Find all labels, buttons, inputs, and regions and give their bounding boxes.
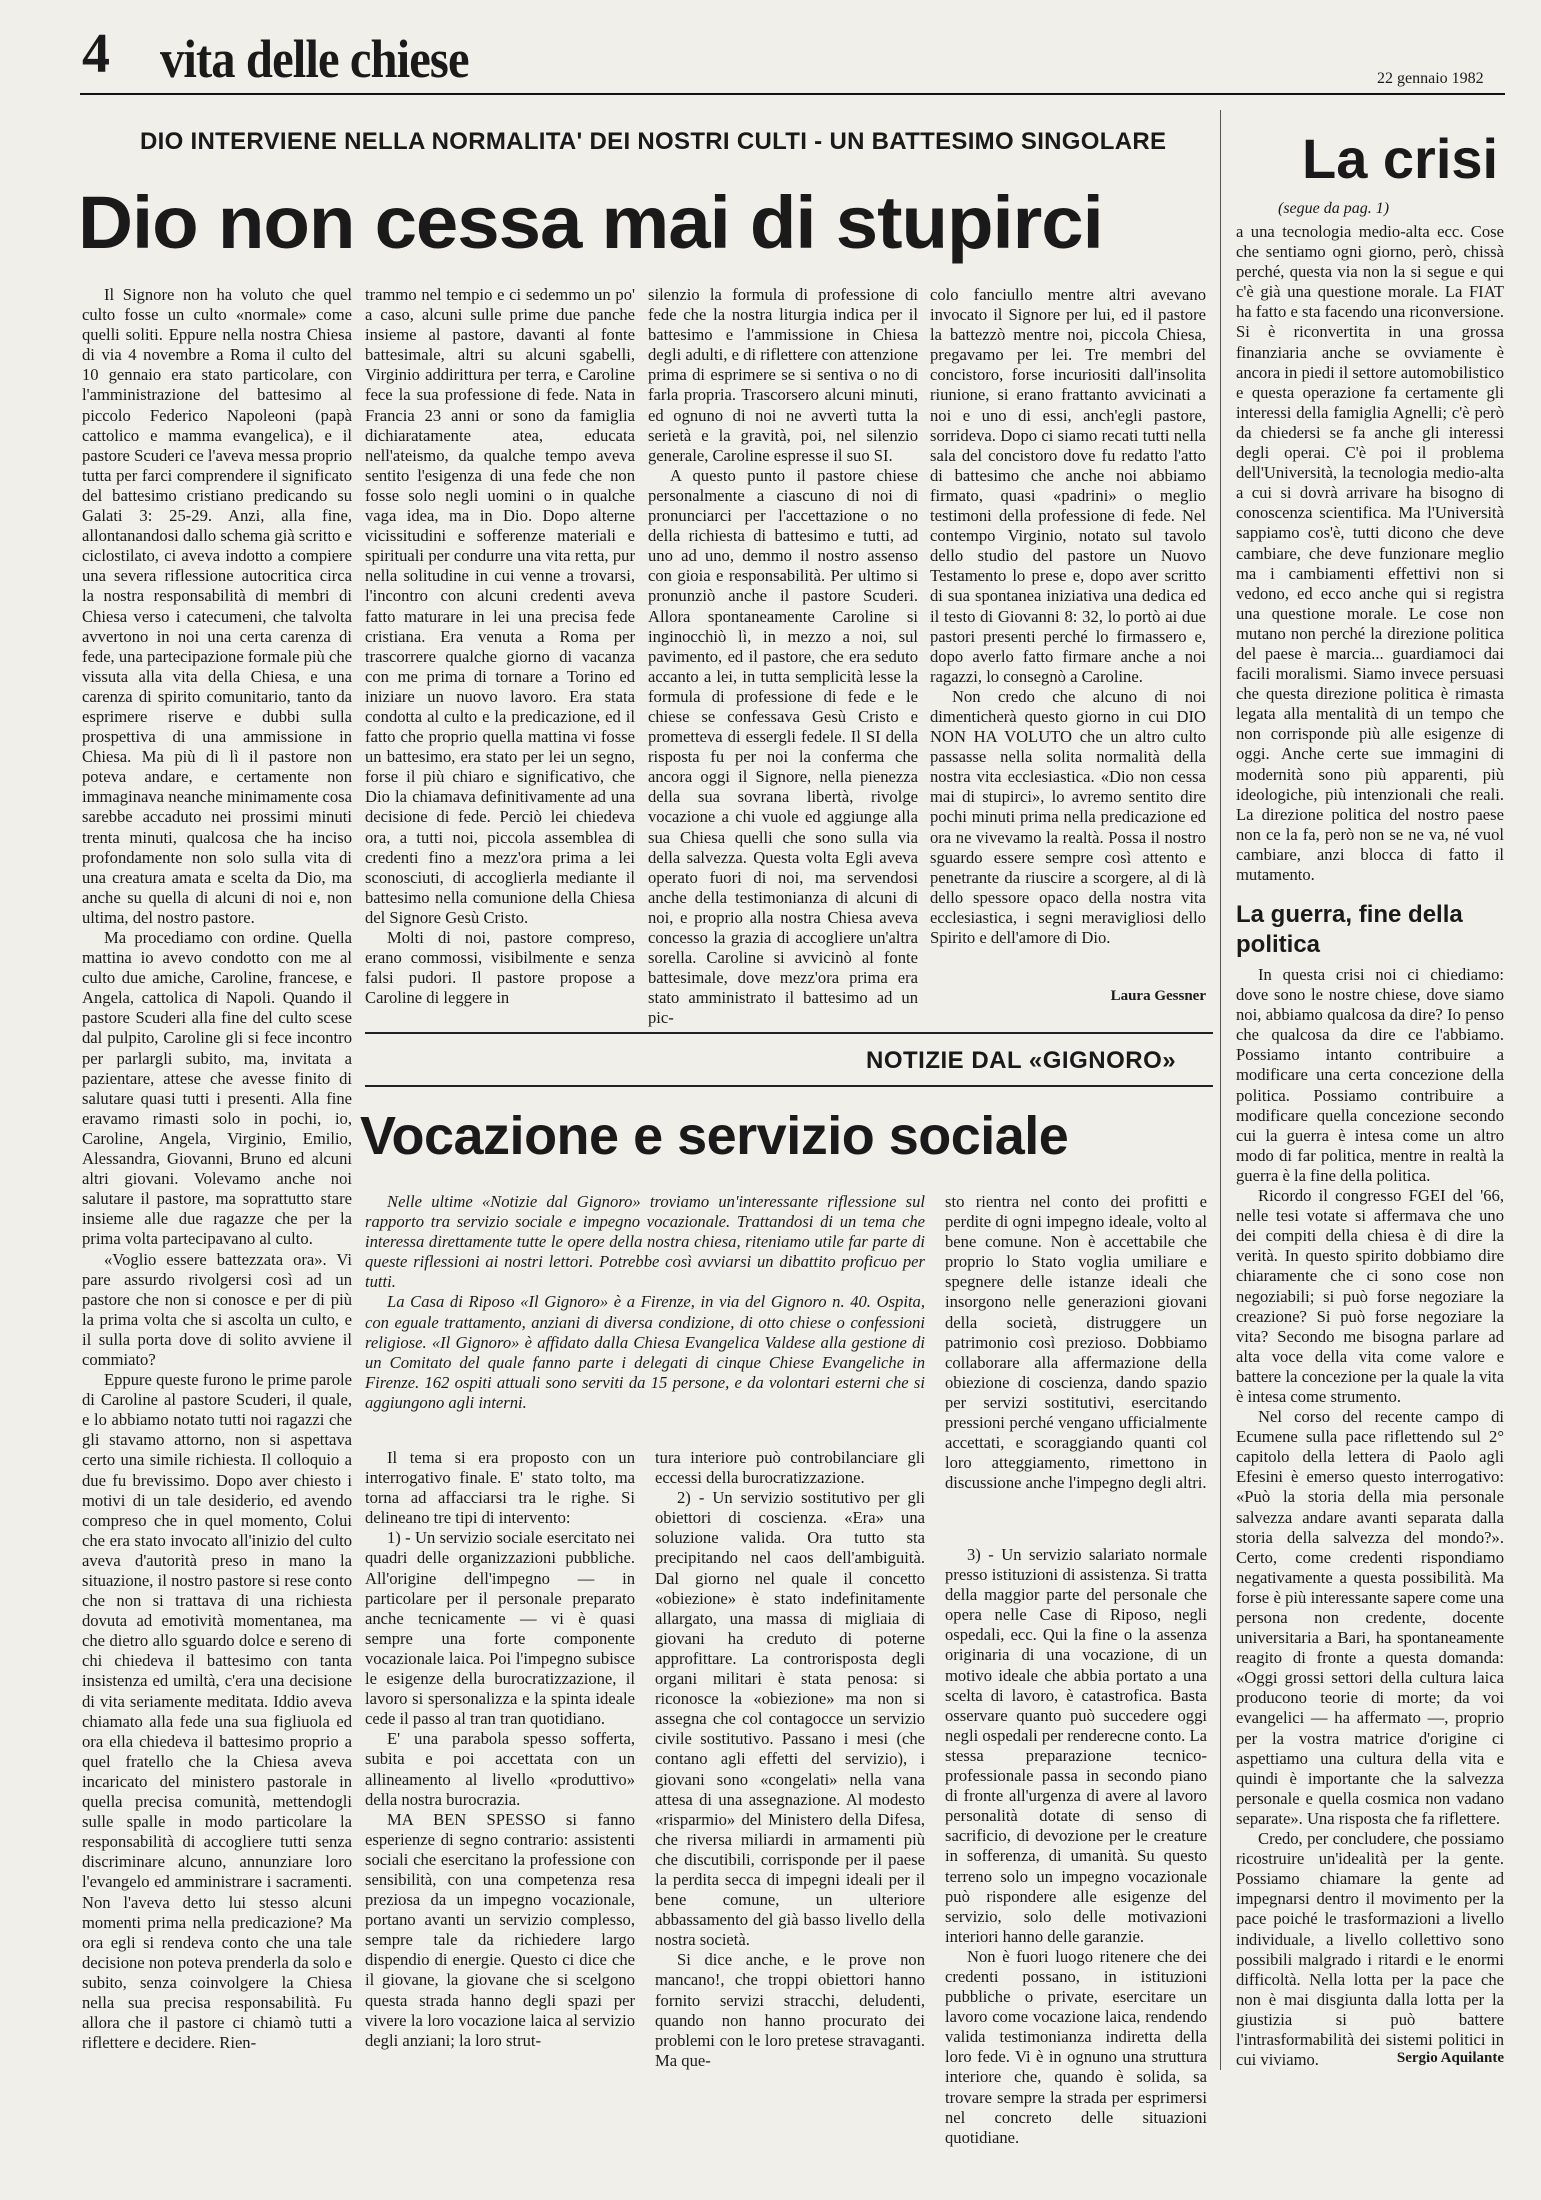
paragraph: Molti di noi, pastore compreso, erano commossi, visibilmente e senza falsi pudori. Il pastore propose a Caroline di leggere in — [365, 928, 635, 1008]
paragraph: Si dice anche, e le prove non mancano!, che troppi obiettori hanno fornito servizi stracchi, deludenti, quando non hanno procurato dei problemi con le loro pretese stravaganti. Ma que- — [655, 1950, 925, 2070]
paragraph: Non credo che alcuno di noi dimenticherà questo giorno in cui DIO NON HA VOLUTO che un altro culto passasse nella solita normalità della nostra vita ecclesiastica. «Dio non cessa mai di stupirci», lo avremo sentito dire pochi minuti prima nella predicazione ed ora ne vivevamo la realtà. Possa il nostro sguardo essere sempre così attento e penetrante da riuscire a scorgere, al di là dello spessore opaco della nostra vita ecclesiastica, i segni meravigliosi dello Spirito e dell'amore di Dio. — [930, 686, 1206, 947]
signature: Laura Gessner — [1110, 988, 1206, 1004]
paragraph: tura interiore può controbilanciare gli eccessi della burocratizzazione. — [655, 1448, 925, 1488]
section-rule — [365, 1032, 1213, 1034]
paragraph: 2) - Un servizio sostitutivo per gli obiettori di coscienza. «Era» una soluzione valida. Ora tutto sta precipitando nel caos dell'ambiguità. Dal giorno nel quale il concetto «obiezione» è stato indefinitamente allargato, una massa di migliaia di giovani ha creduto di poterne approfittare. La controrisposta degli organi militari è stata penosa: si riconosce la «obiezione» ma non si assegna che col contagocce un servizio civile sostitutivo. Passano i mesi (che contano agli effetti del servizio), i giovani sono «congelati» nella vana attesa di una assegnazione. Al modesto «risparmio» del Ministero della Difesa, che riversa miliardi in armamenti più che discutibili, corrisponde per il paese la perdita secca di impegni ideali per il bene comune, un ulteriore abbassamento del già basso livello della nostra società. — [655, 1488, 925, 1950]
vocazione-kicker: NOTIZIE DAL «GIGNORO» — [866, 1047, 1177, 1074]
paragraph: MA BEN SPESSO si fanno esperienze di segno contrario: assistenti sociali che esercitano la professione con sensibilità, con una competenza resa preziosa da un impegno vocazionale, portano avanti un servizio complesso, sempre tale da richiedere largo dispendio di energie. Questo ci dice che il giovane, la giovane che si scelgono questa strada hanno degli spazi per vivere la loro vocazione laica al servizio degli anziani; la loro strut- — [365, 1809, 635, 2050]
vocazione-col-2 — [655, 1448, 925, 2071]
crisi-subhead: La guerra, fine della politica — [1236, 901, 1463, 958]
vocazione-intro — [365, 1192, 925, 1413]
main-col-3 — [648, 285, 918, 1028]
vocazione-title: Vocazione e servizio sociale — [360, 1106, 1069, 1166]
paragraph: 3) - Un servizio salariato normale presso istituzioni di assistenza. Si tratta della maggior parte del personale che opera nelle Case di Riposo, negli ospedali, ecc. Qui la fine o la assenza originaria di una vocazione, di un motivo ideale che abbia portato a una scelta di lavoro, è catastrofica. Basta osservare quanto può succedere oggi negli ospedali per renderecne conto. La stessa preparazione tecnico-professionale passa in secondo piano di fronte all'urgenza di avere al lavoro personalità dotate di senso di sacrificio, di devozione per le creature in sofferenza, di umanità. Su questo terreno solo un impegno vocazionale può rispondere alle esigenze del servizio, solo delle motivazioni interiori hanno delle garanzie. — [945, 1545, 1207, 1946]
vocazione-col-3 — [945, 1545, 1207, 2148]
paragraph: Ricordo il congresso FGEI del '66, nelle tesi votate si affermava che uno dei compiti della chiesa è di dire la verità. In questo spirito dobbiamo dire chiaramente che ci sono cose non negoziabili; si può forse negoziare la creazione? Si può forse negoziare la vita? Secondo me bisogna parlare ad alta voce della vita come valore e battere la concezione per la quale la vita è intesa come strumento. — [1236, 1186, 1504, 1406]
main-kicker: DIO INTERVIENE NELLA NORMALITA' DEI NOSTRI CULTI - UN BATTESIMO SINGOLARE — [140, 128, 1167, 155]
paragraph: Non è fuori luogo ritenere che dei credenti possano, in istituzioni pubbliche o private, esercitare un lavoro come vocazione laica, rendendo valida testimonianza indiretta della loro fede. Vi è in ognuno una struttura interiore che, quando è solida, sa trovare sempre la strada per esprimersi nel concreto delle situazioni quotidiane. — [945, 1946, 1207, 2147]
paragraph: silenzio la formula di professione di fede che la nostra liturgia indica per il battesimo e l'ammissione in Chiesa degli adulti, e di riflettere con attenzione prima di esprimere se si sentiva o no di farla propria. Trascorsero alcuni minuti, ed ognuno di noi ne avvertì tutta la serietà e la gravità, poi, nel silenzio generale, Caroline espresse il suo SI. — [648, 285, 918, 465]
main-col-1 — [82, 285, 352, 2053]
paragraph: «Voglio essere battezzata ora». Vi pare assurdo rivolgersi così ad un pastore che non si conosce e per di più la prima volta che si ascolta un culto, e il sulla porta dove di solito avviene il commiato? — [82, 1249, 352, 1369]
issue-date: 22 gennaio 1982 — [1377, 70, 1484, 87]
masthead-rule — [80, 93, 1505, 95]
paragraph: Il Signore non ha voluto che quel culto fosse un culto «normale» come quelli soliti. Eppure nella nostra Chiesa di via 4 novembre a Roma il culto del 10 gennaio era stato particolare, con l'amministrazione del battesimo al piccolo Federico Napoleoni (papà cattolico e mamma evangelica), e il pastore Scuderi ce l'aveva messa proprio tutta per farci comprendere il significato del battesimo cristiano predicando su Galati 3: 25-29. Anzi, alla fine, allontanandosi dallo schema già scritto e ciclostilato, ci aveva indotto a compiere una severa riflessione autocritica circa la nostra responsabilità di membri di Chiesa verso i catecumeni, che talvolta avvertono in noi una certa carenza di fede, una partecipazione formale più che vissuta alla vita della Chiesa, e una carenza di spirito comunitario, tanto da esprimere riserve e dubbi sulla prospettiva di una ammissione in Chiesa. Ma più di lì il pastore non poteva andare, e certamente non immaginava neanche minimamente cosa sarebbe accaduto nei prossimi minuti trenta minuti, qualcosa che ha inciso profondamente non solo sulla vita di una creatura amata e scelta da Dio, ma anche su quella di alcuni di noi e, non ultima, del nostro pastore. — [82, 285, 352, 927]
paragraph: La Casa di Riposo «Il Gignoro» è a Firenze, in via del Gignoro n. 40. Ospita, con eguale trattamento, anziani di diversa condizione, di otto chiese o confessioni religiose. «Il Gignoro» è affidato dalla Chiesa Evangelica Valdese alla gestione di un Comitato del quale fanno parte i delegati di cinque Chiese Evangeliche in Firenze. 162 ospiti attuali sono serviti da 15 persone, e da volontari esterni che si aggiungono agli interni. — [365, 1292, 925, 1412]
paragraph: Nel corso del recente campo di Ecumene sulla pace riflettendo sul 2° capitolo della lettera di Paolo agli Efesini è emerso questo interrogativo: «Può la storia della mia personale salvezza andare avanti separata dalla storia della salvezza del mondo?». Certo, come credenti rispondiamo negativamente a questa possibilità. Ma forse è più interessante sapere come una persona non credente, docente universitaria a Bari, ha spontaneamente reagito di fronte a questa domanda: «Oggi grossi settori della cultura laica producono teorie di morte; da voi evangelici — ha affermato —, proprio per la vostra matrice d'origine ci aspettiamo una cultura della vita e quindi è importante che la salvezza personale e quella cosmica non vadano separate». Una risposta che fa riflettere. — [1236, 1407, 1504, 1828]
paragraph: Ma procediamo con ordine. Quella mattina io avevo condotto con me al culto due amiche, Caroline, francese, e Angela, cattolica di Napoli. Quando il pastore Scuderi alla fine del culto scese dal pulpito, Caroline gli si fece incontro per parlargli subito, ma, invitata a pazientare, attese che avesse finito di salutare quasi tutti i presenti. Alla fine eravamo rimasti solo in pochi, io, Caroline, Angela, Virginio, Emilio, Alessandra, Giovanni, Bruno ed alcuni altri giovani. Volevamo anche noi salutare il pastore, ma soprattutto stare insieme alle due ragazze che per la prima volta partecipavano al culto. — [82, 928, 352, 1249]
crisi-segue: (segue da pag. 1) — [1278, 200, 1390, 217]
paragraph: colo fanciullo mentre altri avevano invocato il Signore per lui, ed il pastore la battezzò mentre noi, piccola Chiesa, pregavamo per lei. Tre membri del concistoro, forse incuriositi dall'insolita riunione, si erano frattanto avvicinati a noi e uno di essi, anch'egli pastore, sorrideva. Dopo ci siamo recati tutti nella sala del concistoro dove fu redatto l'atto di battesimo che anche noi abbiamo firmato, quasi «padrini» o meglio testimoni della professione di fede. Nel contempo Virginio, notato sul tavolo dello studio del pastore un Nuovo Testamento lo prese e, dopo aver scritto di sua spontanea iniziativa una dedica ed il testo di Giovanni 8: 32, lo portò ai due pastori presenti perché lo firmassero e, dopo averlo fatto firmare anche a noi ragazzi, lo consegnò a Caroline. — [930, 285, 1206, 686]
paragraph: Credo, per concludere, che possiamo ricostruire un'idealità per la gente. Possiamo chiamare la gente ad impegnarsi dentro il movimento per la pace poiché le trasformazioni a livello individuale, a livello collettivo sono possibili malgrado i ritardi e le enormi difficoltà. Nella lotta per la pace che non è mai disgiunta dalla lotta per la giustizia si può battere l'intrasformabilità dei sistemi politici in cui viviamo. — [1236, 1829, 1504, 2070]
crisi-col-top — [1236, 222, 1504, 885]
main-headline: Dio non cessa mai di stupirci — [78, 181, 1103, 264]
main-col-4 — [930, 285, 1206, 948]
signature: Sergio Aquilante — [1396, 2050, 1504, 2066]
vocazione-col-1 — [365, 1448, 635, 2051]
paragraph: Il tema si era proposto con un interrogativo finale. E' stato tolto, ma torna ad affacciarsi tra le righe. Si delineano tre tipi di intervento: — [365, 1448, 635, 1528]
paragraph: E' una parabola spesso sofferta, subita e poi accettata con un allineamento al livello «produttivo» della nostra burocrazia. — [365, 1729, 635, 1809]
main-col-2 — [365, 285, 635, 1008]
section-rule — [365, 1085, 1213, 1087]
vocazione-col-right-top — [945, 1192, 1207, 1493]
crisi-title: La crisi — [1302, 127, 1499, 190]
paragraph: A questo punto il pastore chiese personalmente a ciascuno di noi di pronunciarci per l'accettazione o no della richiesta di battesimo e tutti, ad uno ad uno, demmo il nostro assenso con gioia e responsabilità. Per ultimo si pronunziò anche il pastore Scuderi. Allora spontaneamente Caroline si inginocchiò lì, in mezzo a noi, sul pavimento, ed il pastore, che era seduto accanto a lei, in tutta semplicità lesse la formula di professione di fede e le chiese se confessava Gesù Cristo e prometteva di essergli fedele. Il SI della risposta fu per noi la conferma che ancora oggi il Signore, nella pienezza della sua sovrana libertà, rivolge vocazione a chi vuole ed aggiunge alla sua Chiesa quelli che sono sulla via della salvezza. Questa volta Egli aveva operato fuori di noi, ma servendosi anche della testimonianza di alcuni di noi, e proprio alla nostra Chiesa aveva concesso la grazia di accogliere un'altra sorella. Caroline si avvicinò al fonte battesimale, dove mezz'ora prima era stato amministrato il battesimo ad un pic- — [648, 465, 918, 1028]
page-number: 4 — [82, 23, 110, 85]
paragraph: Nelle ultime «Notizie dal Gignoro» troviamo un'interessante riflessione sul rapporto tra servizio sociale e impegno vocazionale. Trattandosi di un tema che interessa direttamente tutte le opere della nostra chiesa, riteniamo utile far parte di queste riflessioni ai nostri lettori. Potrebbe così avviarsi un dibattito proficuo per tutti. — [365, 1192, 925, 1292]
column-rule — [1220, 110, 1221, 2070]
paragraph: sto rientra nel conto dei profitti e perdite di ogni impegno ideale, volto al bene comune. Non è accettabile che proprio lo Stato voglia umiliare e spegnere delle istanze ideali che insorgono nelle generazioni giovani della società, distruggere un patrimonio così prezioso. Dobbiamo collaborare alla affermazione della obiezione di coscienza, dando spazio per servizi sostitutivi, esercitando pressioni perché vengano ufficialmente accettati, e scoraggiando quanti col loro atteggiamento, rimettono in discussione anche l'impegno degli altri. — [945, 1192, 1207, 1493]
paragraph: In questa crisi noi ci chiediamo: dove sono le nostre chiese, dove siamo noi, abbiamo qualcosa da dire? Io penso che qualcosa da dire ce l'abbiamo. Possiamo intanto contribuire a modificare una certa concezione della politica. Possiamo contribuire a modificare quella concezione secondo cui la guerra è intesa come un altro modo di far politica, mentre in realtà la guerra è la fine della politica. — [1236, 965, 1504, 1185]
paragraph: a una tecnologia medio-alta ecc. Cose che sentiamo ogni giorno, però, chissà perché, questa via non la si segue e qui c'è già una questione morale. La FIAT ha fatto e sta facendo una riconversione. Si è riconvertita in una grossa finanziaria anche se ovviamente è ancora in piedi il settore automobilistico e questa operazione fa certamente gli interessi della famiglia Agnelli; c'è però da chiedersi se fa anche gli interessi degli operai. C'è poi il problema dell'Università, la tecnologia medio-alta a cui si dovrà arrivare ha bisogno di conoscenza scientifica. Ma l'Università sappiamo cos'è, tutti dicono che deve cambiare, che deve funzionare meglio ma i cambiamenti effettivi non si vedono, ed ecco anche qui si registra una questione morale. Le cose non mutano non perché la direzione politica del paese è marcia... guardiamoci dai facili moralismi. Siamo invece persuasi che questa direzione politica è rimasta legata alla mentalità di un tempo che non corrisponde più alle esigenze di oggi. Anche certe sue immagini di modernità sono più apparenti, più ideologiche, più intenzionali che reali. La direzione politica del nostro paese non ce la fa, però non se ne va, né vuol cambiare, anzi blocca di fatto il mutamento. — [1236, 222, 1504, 884]
section-title: vita delle chiese — [160, 29, 469, 89]
paragraph: trammo nel tempio e ci sedemmo un po' a caso, alcuni sulle prime due panche insieme al pastore, davanti al fonte battesimale, altri su alcuni sgabelli, Virginio addirittura per terra, e Caroline fece la sua professione di fede. Nata in Francia 23 anni or sono da famiglia dichiaratamente atea, educata nell'ateismo, da qualche tempo aveva sentito l'esigenza di una fede che non fosse solo negli uomini o in qualche vaga idea, ma in Dio. Dopo alterne vicissitudini e sofferenze materiali e spirituali per condurre una vita retta, pur nella solitudine in cui venne a trovarsi, l'incontro con alcuni credenti aveva fatto maturare in lei una precisa fede cristiana. Era venuta a Roma per trascorrere qualche giorno di vacanza con me prima di tornare a Torino ed iniziare un nuovo lavoro. Era stata condotta al culto e la predicazione, ed il fatto che proprio quella mattina vi fosse un battesimo, era stato per lei un segno, forse il più chiaro e significativo, che Dio la chiamava definitivamente ad una decisione di fede. Perciò lei chiedeva ora, a tutti noi, piccola assemblea di credenti fino a mezz'ora prima a lei sconosciuti, di accoglierla mediante il battesimo nella comunione della Chiesa del Signore Gesù Cristo. — [365, 285, 635, 927]
paragraph: Eppure queste furono le prime parole di Caroline al pastore Scuderi, il quale, e lo abbiamo notato tutti noi ragazzi che gli stavamo attorno, non si aspettava certo una simile richiesta. Il colloquio a due fu brevissimo. Dopo aver chiesto i motivi di un tale desiderio, ed avendo compreso che in quel momento, Colui che era stato invocato all'inizio del culto aveva d'autorità preso in mano la situazione, il nostro pastore si rese conto che non si trattava di una richiesta dovuta ad emotività momentanea, ma che dietro allo sguardo dolce e sereno di chi chiedeva il battesimo con tanta insistenza ed umiltà, c'era una decisione di vita seriamente meditata. Iddio aveva chiamato alla fede una sua figliuola ed ora ella chiedeva il battesimo proprio a quel fratello che la Chiesa aveva incaricato del ministero pastorale in quella precisa comunità, mettendogli sulle spalle in modo particolare la responsabilità di accogliere tutti senza discriminare alcuno, annunziare loro l'evangelo ed amministrare i sacramenti. Non l'aveva detto lui stesso alcuni momenti prima nella predicazione? Ma ora egli si rendeva conto che una tale decisione non poteva prenderla da solo e subito, senza coinvolgere la Chiesa nella sua precisa responsabilità. Fu allora che il pastore ci chiamò tutti a riflettere e decidere. Rien- — [82, 1370, 353, 2053]
paragraph: 1) - Un servizio sociale esercitato nei quadri delle organizzazioni pubbliche. All'origine dell'impegno — in particolare per il personale preparato anche tecnicamente — vi è quasi sempre una forte componente vocazionale laica. Poi l'impegno subisce le esigenze della burocratizzazione, il lavoro si spersonalizza e la spinta ideale cede il passo al tran tran quotidiano. — [365, 1528, 635, 1729]
crisi-col-bottom — [1236, 965, 1504, 2070]
